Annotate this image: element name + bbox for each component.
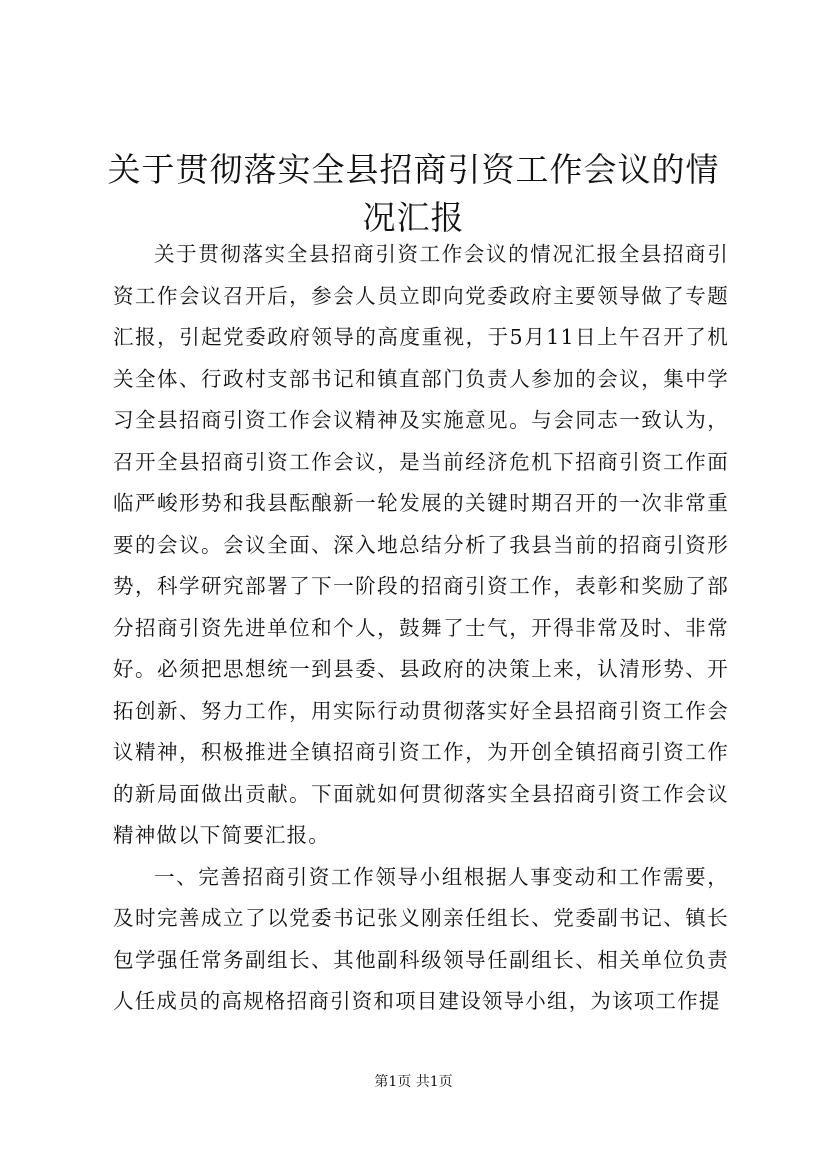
document-title: 关于贯彻落实全县招商引资工作会议的情况汇报 — [107, 150, 720, 237]
paragraph-section-one: 一、完善招商引资工作领导小组根据人事变动和工作需要，及时完善成立了以党委书记张义刚亲任组长、党委副书记、镇长包学强任常务副组长、其他副科级领导任副组长、相关单位负责人任成员的高规格招商引资和项目建设领导小组，为该项工作提 — [113, 864, 729, 1013]
document-body — [113, 234, 729, 1023]
page-footer: 第1页 共1页 — [374, 1074, 453, 1090]
paragraph-intro: 关于贯彻落实全县招商引资工作会议的情况汇报全县招商引资工作会议召开后，参会人员立即向党委政府主要领导做了专题汇报，引起党委政府领导的高度重视，于5月11日上午召开了机关全体、行政村支部书记和镇直部门负责人参加的会议，集中学习全县招商引资工作会议精神及实施意见。与会同志一致认为，召开全县招商引资工作会议，是当前经济危机下招商引资工作面临严峻形势和我县酝酿新一轮发展的关键时期召开的一次非常重要的会议。会议全面、深入地总结分析了我县当前的招商引资形势，科学研究部署了下一阶段的招商引资工作，表彰和奖励了部分招商引资先进单位和个人，鼓舞了士气，开得非常及时、非常好。必须把思想统一到县委、县政府的决策上来，认清形势、开拓创新、努力工作，用实际行动贯彻落实好全县招商引资工作会议精神，积极推进全镇招商引资工作，为开创全镇招商引资工作的新局面做出贡献。下面就如何贯彻落实全县招商引资工作会议精神做以下简要汇报。 — [113, 242, 729, 847]
